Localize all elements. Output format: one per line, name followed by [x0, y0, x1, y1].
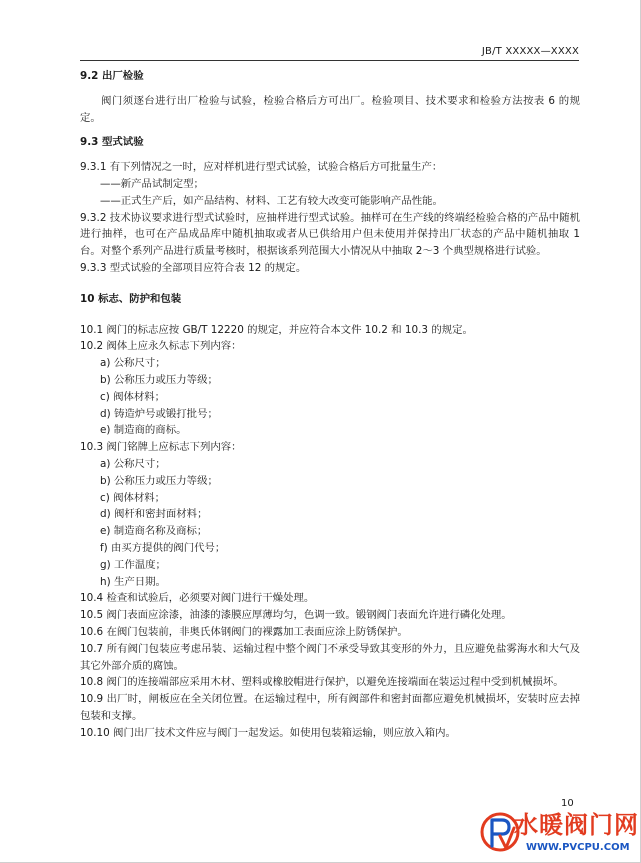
watermark-logo	[478, 808, 638, 860]
list-item: c) 阀体材料；	[100, 491, 166, 504]
page-number: 10	[561, 798, 574, 809]
list-item: f) 由买方提供的阀门代号；	[100, 541, 226, 554]
clause-10-4: 10.4 检查和试验后，必须要对阀门进行干燥处理。	[80, 592, 315, 605]
document-code: JB/T XXXXX—XXXX	[481, 46, 579, 57]
clause-10-3: 10.3 阀门铭牌上应标志下列内容：	[80, 441, 242, 454]
clause-10-10: 10.10 阀门出厂技术文件应与阀门一起发运。如使用包装箱运输，则应放入箱内。	[80, 726, 456, 739]
clause-10-8: 10.8 阀门的连接端部应采用木材、塑料或橡胶帽进行保护，以避免连接端面在装运过程中受到机械损坏。	[80, 676, 564, 689]
list-item: ——正式生产后，如产品结构、材料、工艺有较大改变可能影响产品性能。	[100, 194, 443, 207]
clause-9-3-3: 9.3.3 型式试验的全部项目应符合表 12 的规定。	[80, 261, 307, 274]
clause-10-2: 10.2 阀体上应永久标志下列内容：	[80, 340, 242, 353]
clause-10-7: 10.7 所有阀门包装应考虑吊装、运输过程中整个阀门不承受导致其变形的外力，且应避免盐雾海水和大气及其它外部介质的腐蚀。	[80, 642, 580, 672]
list-item: ——新产品试制定型；	[100, 177, 204, 190]
list-item: g) 工作温度；	[100, 558, 166, 571]
clause-10-5: 10.5 阀门表面应涂漆，油漆的漆膜应厚薄均匀，色调一致。锻钢阀门表面允许进行磷化处理。	[80, 609, 512, 622]
section-10-heading: 10 标志、防护和包装	[80, 292, 182, 305]
section-9-2-text: 阀门须逐台进行出厂检验与试验，检验合格后方可出厂。检验项目、技术要求和检验方法按表 6 的规定。	[80, 94, 580, 124]
list-item: e) 制造商名称及商标；	[100, 525, 208, 538]
watermark-url: WWW.PVCPU.COM	[526, 842, 630, 853]
list-item: a) 公称尺寸；	[100, 357, 166, 370]
list-item: e) 制造商的商标。	[100, 424, 187, 437]
list-item: h) 生产日期。	[100, 575, 166, 588]
clause-10-6: 10.6 在阀门包装前，非奥氏体钢阀门的裸露加工表面应涂上防锈保护。	[80, 625, 408, 638]
document-body	[80, 68, 580, 741]
list-item: a) 公称尺寸；	[100, 457, 166, 470]
list-item: d) 阀杆和密封面材料；	[100, 508, 208, 521]
clause-9-3-2: 9.3.2 技术协议要求进行型式试验时，应抽样进行型式试验。抽样可在生产线的终端经检验合格的产品中随机进行抽样，也可在产品成品库中随机抽取或者从已供给用户但未使用并保持出厂状态的产品中随机抽取 1 台。对整个系列产品进行质量考核时，根据该系列范围大小情况从中抽取 2～3 个典型规格进行试验。	[80, 211, 580, 258]
list-item: c) 阀体材料；	[100, 390, 166, 403]
clause-9-3-1: 9.3.1 有下列情况之一时，应对样机进行型式试验，试验合格后方可批量生产：	[80, 161, 443, 174]
section-9-2-heading: 9.2 出厂检验	[80, 70, 144, 82]
header-rule	[80, 60, 579, 61]
clause-10-9: 10.9 出厂时，闸板应在全关闭位置。在运输过程中，所有阀部件和密封面都应避免机械损坏，安装时应去掉包装和支撑。	[80, 693, 580, 722]
clause-10-1: 10.1 阀门的标志应按 GB/T 12220 的规定，并应符合本文件 10.2 和 10.3 的规定。	[80, 323, 473, 336]
section-9-3-heading: 9.3 型式试验	[80, 136, 144, 149]
list-item: b) 公称压力或压力等级；	[100, 373, 218, 386]
list-item: d) 铸造炉号或锻打批号；	[100, 407, 218, 420]
watermark-brand: 水暖阀门网	[514, 811, 639, 839]
list-item: b) 公称压力或压力等级；	[100, 474, 218, 487]
